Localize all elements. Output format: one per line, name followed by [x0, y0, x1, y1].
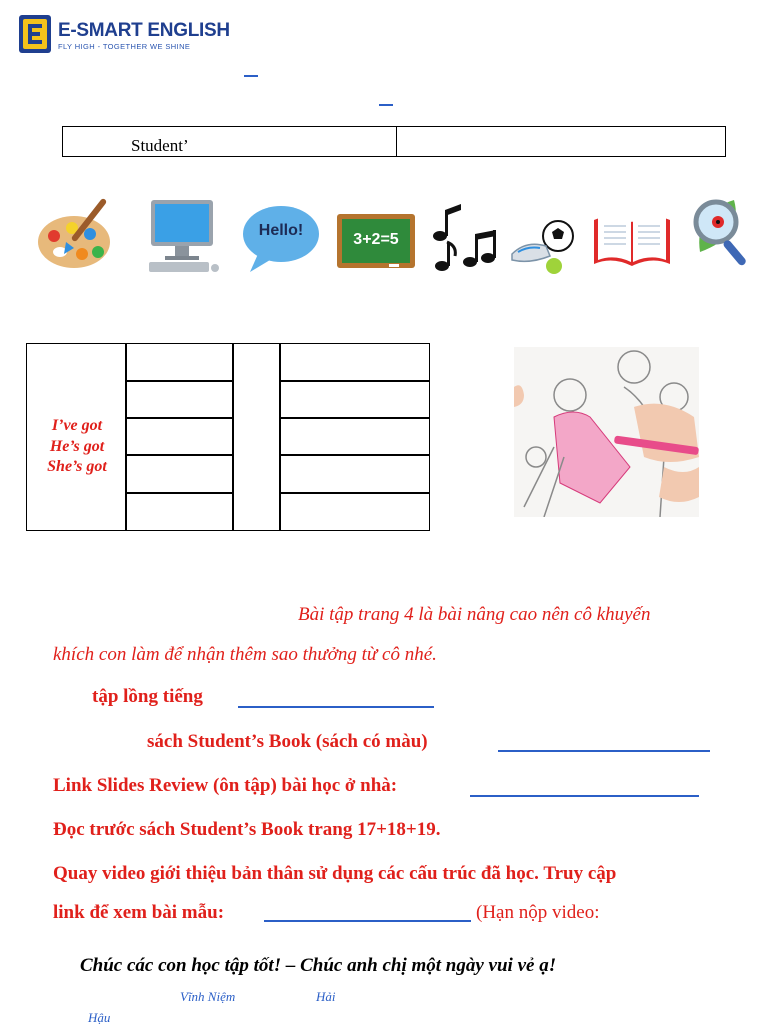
closing-message: Chúc các con học tập tốt! – Chúc anh chị một ngày vui vẻ ạ! [80, 955, 557, 976]
phrase: She’s got [47, 458, 107, 475]
book-icon [590, 192, 674, 278]
slides-review-text: Link Slides Review (ôn tập) bài học ở nhà: [53, 775, 398, 796]
math-board-icon [335, 192, 417, 278]
sports-icon [508, 192, 580, 278]
subject-icons-row [30, 192, 760, 282]
student-value-cell[interactable] [397, 127, 725, 156]
video-deadline: (Hạn nộp video: [476, 902, 600, 923]
video-line-2: link để xem bài mẫu: [53, 902, 225, 923]
table-row-line [280, 454, 430, 456]
table-row-line [126, 492, 232, 494]
slides-review-link[interactable] [470, 795, 699, 797]
table-divider [279, 344, 281, 530]
student-table [62, 126, 726, 157]
students-book-text: sách Student’s Book (sách có màu) [147, 731, 428, 752]
students-book-link[interactable] [498, 750, 710, 752]
table-divider [232, 344, 234, 530]
table-row-line [280, 380, 430, 382]
teacher-name: Hải [316, 989, 336, 1004]
table-row-line [280, 417, 430, 419]
student-label-cell [63, 127, 397, 156]
dubbing-text: tập lồng tiếng [92, 686, 203, 707]
phrase: I’ve got [51, 417, 103, 434]
table-row-line [126, 380, 232, 382]
child-drawing-icon [514, 347, 699, 517]
teacher-name: Vĩnh Niệm [180, 989, 236, 1004]
table-row-line [126, 417, 232, 419]
coloring-drawing-image [514, 347, 699, 517]
math-text: 3+2=5 [353, 231, 399, 248]
music-notes-icon [430, 192, 500, 278]
grammar-phrases [27, 416, 127, 478]
hyperlink-mark[interactable] [379, 104, 393, 106]
science-icon [688, 192, 758, 278]
brand-logo [18, 14, 230, 58]
grammar-table [26, 343, 430, 531]
sample-video-link[interactable] [264, 920, 471, 922]
hyperlink-mark[interactable] [244, 75, 258, 77]
dubbing-link[interactable] [238, 706, 434, 708]
teacher-name: Hậu [88, 1010, 111, 1024]
brand-slogan: FLY HIGH - TOGETHER WE SHINE [58, 42, 191, 51]
note-line-2: khích con làm để nhận thêm sao thưởng từ cô nhé. [53, 644, 437, 665]
student-label: Student’ [131, 136, 189, 155]
palette-icon [36, 192, 122, 278]
hello-text: Hello! [258, 222, 304, 239]
brand-name: E-SMART ENGLISH [58, 20, 230, 41]
computer-icon [145, 192, 225, 278]
note-line-1: Bài tập trang 4 là bài nâng cao nên cô khuyến [298, 604, 651, 625]
e-smart-logo-icon [18, 14, 52, 54]
hello-bubble-icon [240, 192, 322, 278]
phrase: He’s got [49, 437, 105, 455]
table-row-line [126, 454, 232, 456]
video-line-1: Quay video giới thiệu bản thân sử dụng các cấu trúc đã học. Truy cập [53, 863, 617, 884]
table-row-line [280, 492, 430, 494]
preread-text: Đọc trước sách Student’s Book trang 17+18+19. [53, 819, 441, 840]
